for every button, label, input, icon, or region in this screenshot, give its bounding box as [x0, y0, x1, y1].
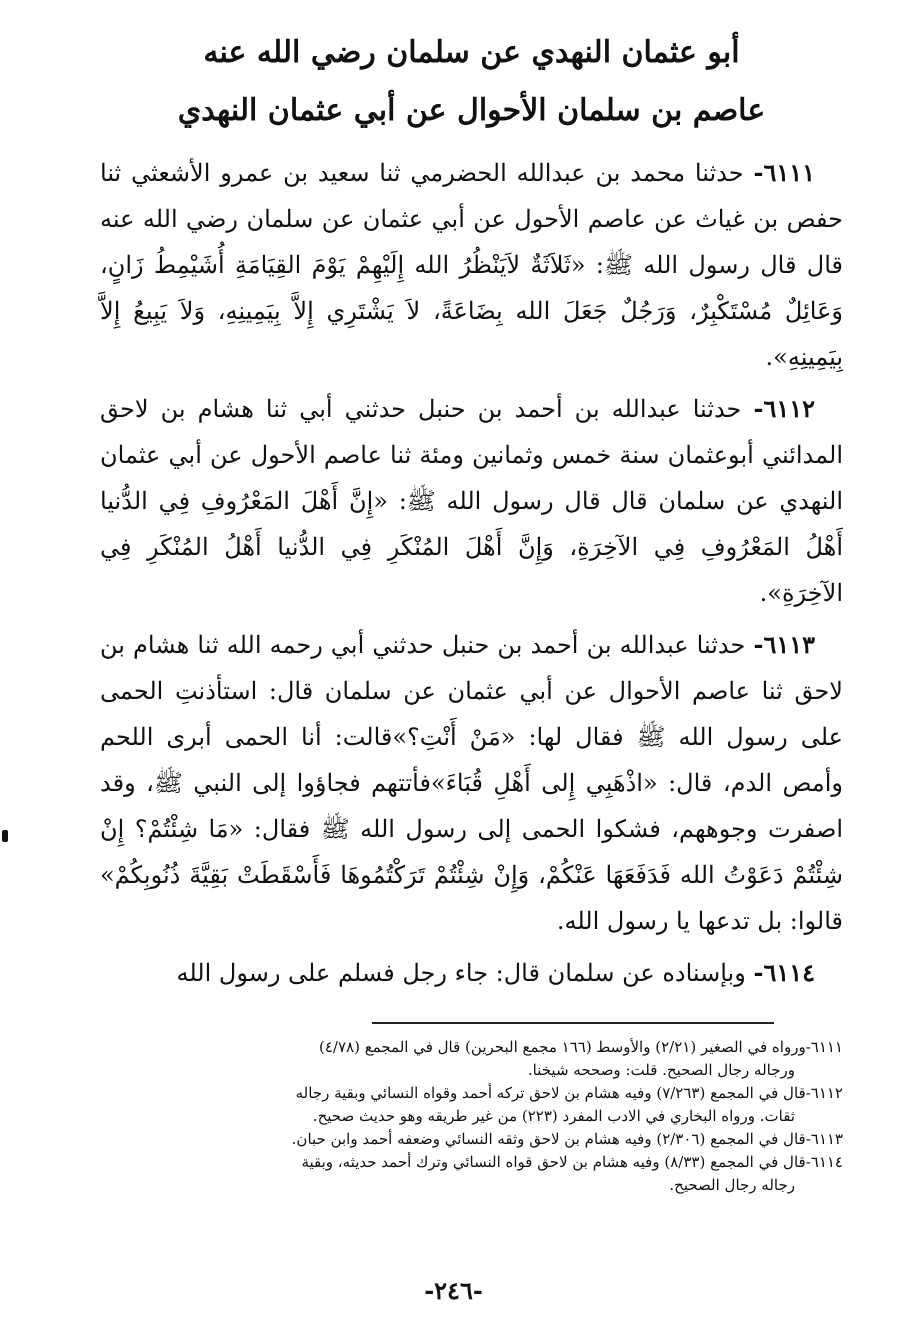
chapter-title: أبو عثمان النهدي عن سلمان رضي الله عنه	[203, 35, 740, 70]
hadith-number: ٦١١٢-	[753, 394, 815, 423]
footnote-number: ٦١١٣-	[805, 1130, 843, 1148]
hadith-6114	[100, 950, 843, 996]
footnote-line: قال في المجمع (٨/٣٣) وفيه هشام بن لاحق قواه النسائي وترك أحمد حديثه، وبقية	[301, 1153, 806, 1171]
footnote-6112-continued	[110, 1105, 843, 1128]
footnote-line: ورواه في الصغير (٢/٢١) والأوسط (١٦٦ مجمع البحرين) قال في المجمع (٤/٧٨)	[318, 1038, 806, 1056]
footnote-divider	[372, 1022, 774, 1024]
footnotes	[110, 1036, 843, 1197]
footnote-6113	[110, 1128, 843, 1151]
page-number: -٢٤٦-	[424, 1276, 483, 1305]
hadith-number: ٦١١١-	[753, 158, 815, 187]
hadith-6112	[100, 386, 843, 616]
footnote-line: ثقات. ورواه البخاري في الادب المفرد (٢٢٣) من غير طريقه وهو حديث صحيح.	[312, 1107, 795, 1125]
footnote-6111	[110, 1036, 843, 1059]
footnote-number: ٦١١١-	[805, 1038, 843, 1056]
footnote-line: رجاله رجال الصحيح.	[669, 1176, 795, 1194]
footnote-number: ٦١١٤-	[805, 1153, 843, 1171]
hadith-text: حدثنا محمد بن عبدالله الحضرمي ثنا سعيد بن عمرو الأشعثي ثنا حفص بن غياث عن عاصم الأحول عن أبي عثمان عن سلمان رضي الله عنه قال قال رسول الله ﷺ: «ثَلاَثَةٌ لاَيَنْظُرُ الله إِلَيْهِمْ يَوْمَ القِيَامَةِ أُشَيْمِطُ زَانٍ، وَعَائِلٌ مُسْتَكْبِرٌ، وَرَجُلٌ جَعَلَ الله بِضَاعَةً، لاَ يَشْتَرِي إِلاَّ بِيَمِينِهِ، وَلاَ يَبِيعُ إِلاَّ بِيَمِينِهِ».	[100, 159, 843, 371]
hadith-list	[100, 150, 843, 996]
hadith-text: حدثنا عبدالله بن أحمد بن حنبل حدثني أبي ثنا هشام بن لاحق المدائني أبوعثمان سنة خمس وثمانين ومئة ثنا عاصم الأحول عن أبي عثمان النهدي عن سلمان قال قال رسول الله ﷺ: «إِنَّ أَهْلَ المَعْرُوفِ فِي الدُّنيا أَهْلُ المَعْرُوفِ فِي الآخِرَةِ، وَإِنَّ أَهْلَ المُنْكَرِ فِي الدُّنيا أَهْلُ المُنْكَرِ فِي الآخِرَةِ».	[100, 395, 843, 607]
hadith-text: حدثنا عبدالله بن أحمد بن حنبل حدثني أبي رحمه الله ثنا هشام بن لاحق ثنا عاصم الأحوال عن أبي عثمان عن سلمان قال: استأذنتِ الحمى على رسول الله ﷺ فقال لها: «مَنْ أَنْتِ؟»قالت: أنا الحمى أبرى اللحم وأمص الدم، قال: «اذْهَبِي إِلى أَهْلِ قُبَاءَ»فأتتهم فجاؤوا إلى النبي ﷺ، وقد اصفرت وجوههم، فشكوا الحمى إلى رسول الله ﷺ فقال: «مَا شِئْتُمْ؟ إِنْ شِئْتُمْ دَعَوْتُ الله فَدَفَعَهَا عَنْكُمْ، وَإِنْ شِئْتُمْ تَرَكْتُمُوهَا فَأَسْقَطَتْ بَقِيَّةَ ذُنُوبِكُمْ» قالوا: بل تدعها يا رسول الله.	[100, 631, 843, 935]
footnote-line: ورجاله رجال الصحيح. قلت: وصححه شيخنا.	[527, 1061, 795, 1079]
footnote-6112	[110, 1082, 843, 1105]
footnote-6111-continued	[110, 1059, 843, 1082]
section-title: عاصم بن سلمان الأحوال عن أبي عثمان النهدي	[177, 93, 766, 128]
hadith-6111	[100, 150, 843, 380]
scan-edge-mark	[2, 830, 8, 842]
hadith-number: ٦١١٤-	[753, 958, 815, 987]
footnote-line: قال في المجمع (٧/٢٦٣) وفيه هشام بن لاحق تركه أحمد وقواه النسائي وبقية رجاله	[295, 1084, 806, 1102]
hadith-number: ٦١١٣-	[753, 630, 815, 659]
footnote-6114-continued	[110, 1174, 843, 1197]
hadith-text: وبإسناده عن سلمان قال: جاء رجل فسلم على رسول الله	[176, 959, 746, 987]
footnote-6114	[110, 1151, 843, 1174]
footnote-line: قال في المجمع (٢/٣٠٦) وفيه هشام بن لاحق وثقه النسائي وضعفه أحمد وابن حبان.	[291, 1130, 806, 1148]
hadith-6113	[100, 622, 843, 944]
footnote-number: ٦١١٢-	[805, 1084, 843, 1102]
